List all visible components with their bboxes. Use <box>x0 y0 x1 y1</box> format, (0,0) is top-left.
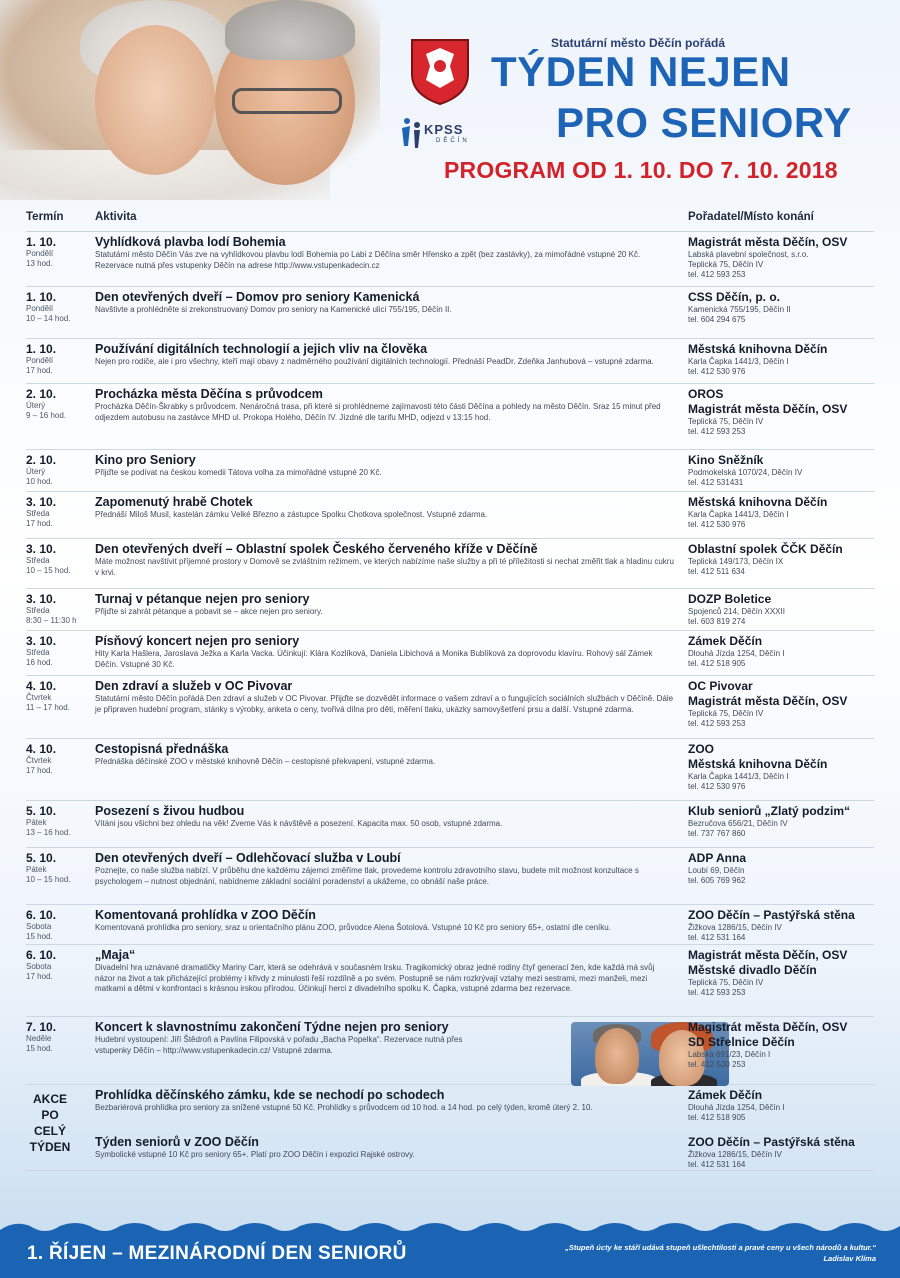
organizer-line: Statutární město Děčín pořádá <box>551 36 726 50</box>
activity-description: Přijďte si zahrát pétanque a pobavit se – akce nejen pro seniory. <box>95 607 323 616</box>
organizer-name: Klub seniorů „Zlatý podzim“ <box>688 804 851 818</box>
organizer-cell <box>688 453 876 488</box>
seniors-couple-photo <box>0 0 380 200</box>
activity-description: Divadelní hra uznávané dramatičky Mariny Carr, která se odehrává v současném Irsku. Tragikomický obraz jedné rodiny čtyř generací žen, kde každá má svůj názor na život a tak přicházející problémy i křivdy z minulosti řeší rozdílně a po svém. Postupně se nám rozkrývají vztahy mezi sestrami, mezi manželi, mezi matkami a dětmi v konfrontaci s krásnou irskou přírodou. Účinkují herci z divadelního spolku K. Čapka, vstupné zdarma bez rezervace. <box>95 963 655 993</box>
event-time: 10 hod. <box>26 477 53 486</box>
activity-description: Hudební vystoupení: Jiří Štědroň a Pavlína Filipovská v pořadu „Bacha Popelka“. Rezervace nutná přes vstupenky Děčín – http://www.vstupenkadecin.cz/ Vstupné zdarma. <box>95 1035 463 1055</box>
activity-cell <box>95 387 675 423</box>
event-date: 2. 10. <box>26 387 57 401</box>
event-day: Čtvrtek <box>26 693 52 702</box>
header-date: Termín <box>26 211 64 223</box>
organizer-cell <box>688 342 876 377</box>
table-row <box>26 589 874 631</box>
organizer-cell <box>688 387 876 437</box>
activity-title: „Maja“ <box>95 948 136 962</box>
table-row <box>26 945 874 1017</box>
footer-quote-author: Ladislav Klíma <box>823 1254 876 1263</box>
organizer-name: Městská knihovna Děčín <box>688 495 828 509</box>
organizer-name: OC Pivovar <box>688 679 753 693</box>
activity-title: Posezení s živou hudbou <box>95 804 245 818</box>
activity-title: Vyhlídková plavba lodí Bohemia <box>95 235 286 249</box>
activity-cell <box>95 851 675 887</box>
organizer-name: Zámek Děčín <box>688 634 763 648</box>
week-long-events <box>26 1085 874 1171</box>
organizer-name: ZOO Děčín – Pastýřská stěna <box>688 908 855 922</box>
kpss-logo-subtext: DĚČÍN <box>436 138 470 144</box>
activity-description: Přednáší Miloš Musil, kastelán zámku Velké Březno a zástupce Spolku Chotkova společnost. Vstupné zdarma. <box>95 510 488 519</box>
organizer-name: SD Střelnice Děčín <box>688 1035 795 1049</box>
event-day: Neděle <box>26 1034 52 1043</box>
event-date: 5. 10. <box>26 804 57 818</box>
event-time: 13 hod. <box>26 259 53 268</box>
table-row <box>26 450 874 492</box>
organizer-name: Kino Sněžník <box>688 453 764 467</box>
organizer-cell <box>688 235 876 280</box>
activity-cell <box>95 742 675 768</box>
footer-quote-text: „Stupeň úcty ke stáří udává stupeň ušlechtilosti a pravé ceny u všech národů a kultur.“ <box>565 1243 876 1252</box>
activity-cell <box>95 342 675 368</box>
event-day: Sobota <box>26 922 52 931</box>
organizer-cell <box>688 1020 876 1070</box>
organizer-cell <box>688 542 876 577</box>
event-time: 15 hod. <box>26 932 53 941</box>
activity-description: Statutární město Děčín Vás zve na vyhlídkovou plavbu lodí Bohemia po Labi z Děčína směr Hřensko a zpět (bez zastávky), za mimořádné vstupné 20 Kč. Rezervace nutná přes vstupenky Děčín na adrese http://www.vstupenkadecin.cz <box>95 250 641 270</box>
activity-title: Zapomenutý hrabě Chotek <box>95 495 253 509</box>
organizer-contact: Karla Čapka 1441/3, Děčín I tel. 412 530 976 <box>688 510 789 529</box>
organizer-cell <box>688 742 876 792</box>
organizer-contact: Karla Čapka 1441/3, Děčín I tel. 412 530 976 <box>688 357 789 376</box>
organizer-contact: Dlouhá Jízda 1254, Děčín I tel. 412 518 905 <box>688 649 785 668</box>
organizer-cell <box>688 592 876 627</box>
organizer-name: ZOO <box>688 742 714 756</box>
table-row <box>26 384 874 450</box>
date-cell <box>26 387 92 421</box>
table-header <box>26 202 874 232</box>
organizer-name: DOZP Boletice <box>688 592 772 606</box>
activity-description: Vítáni jsou všichni bez ohledu na věk! Zveme Vás k návštěvě a posezení. Kapacita max. 50 osob, vstupné zdarma. <box>95 819 503 828</box>
kpss-logo-icon <box>398 116 424 150</box>
event-date: 1. 10. <box>26 290 57 304</box>
activity-cell <box>95 804 675 830</box>
event-day: Středa <box>26 648 50 657</box>
activity-title: Používání digitálních technologií a jejich vliv na člověka <box>95 342 428 356</box>
event-day: Pondělí <box>26 304 54 313</box>
organizer-cell <box>688 908 876 943</box>
organizer-contact: Žižkova 1286/15, Děčín IV tel. 412 531 164 <box>688 923 782 942</box>
event-day: Pondělí <box>26 356 54 365</box>
organizer-name: Zámek Děčín <box>688 1088 763 1102</box>
activity-cell <box>95 453 675 479</box>
event-time: 15 hod. <box>26 1044 53 1053</box>
organizer-contact: Karla Čapka 1441/3, Děčín I tel. 412 530 976 <box>688 772 789 791</box>
activity-cell <box>95 679 675 715</box>
organizer-name: ZOO Děčín – Pastýřská stěna <box>688 1135 855 1149</box>
event-day: Sobota <box>26 962 52 971</box>
event-date: 2. 10. <box>26 453 57 467</box>
activity-title: Cestopisná přednáška <box>95 742 229 756</box>
date-cell <box>26 804 92 838</box>
program-table <box>26 202 874 1171</box>
organizer-name: Městská knihovna Děčín <box>688 342 828 356</box>
city-coat-of-arms-icon <box>408 36 472 106</box>
activity-cell <box>95 1020 675 1056</box>
event-time: 10 – 15 hod. <box>26 875 71 884</box>
activity-cell <box>95 1135 675 1161</box>
activity-title: Komentovaná prohlídka v ZOO Děčín <box>95 908 316 922</box>
activity-description: Máte možnost navštívit příjemné prostory v Domově se zvláštním režimem, ve kterých nabízíme naše služby a při té příležitosti si nechat změřit tlak a hladinu cukru v krvi. <box>95 557 674 577</box>
week-long-label: AKCE PO CELÝ TÝDEN <box>29 1092 71 1154</box>
activity-description: Symbolické vstupné 10 Kč pro seniory 65+. Platí pro ZOO Děčín i expozici Rajské ostrovy. <box>95 1150 415 1159</box>
page-title-line2: PRO SENIORY <box>556 99 852 146</box>
date-cell <box>26 742 92 776</box>
event-day: Pondělí <box>26 249 54 258</box>
event-date: 1. 10. <box>26 342 57 356</box>
activity-description: Navštivte a prohlédněte si zrekonstruovaný Domov pro seniory na Kamenické ulici 755/195, Děčín II. <box>95 305 452 314</box>
organizer-name: Magistrát města Děčín, OSV <box>688 694 848 708</box>
activity-description: Procházka Děčín-Škrabky s průvodcem. Nenáročná trasa, při které si prohlédneme zajímavosti této části Děčína a pohledy na město Děčín. Sraz 15 minut před odjezdem autobusu na zastávce MHD ul. Prokopa Holého, Děčín IV. Jízdné dle tarifu MHD, odjezd v 13:15 hod. <box>95 402 661 422</box>
activity-description: Komentovaná prohlídka pro seniory, sraz u orientačního plánu ZOO, průvodce Alena Šotolová. Vstupné 10 Kč pro seniory 65+, ostatní dle ceníku. <box>95 923 611 932</box>
organizer-name: Městské divadlo Děčín <box>688 963 817 977</box>
organizer-contact: Labská 691/23, Děčín I tel. 412 530 253 <box>688 1050 771 1069</box>
table-row <box>26 1017 874 1085</box>
event-date: 3. 10. <box>26 634 57 648</box>
organizer-contact: Labská plavební společnost, s.r.o. Teplická 75, Děčín IV tel. 412 593 253 <box>688 250 809 279</box>
organizer-name: Městská knihovna Děčín <box>688 757 828 771</box>
organizer-contact: Žižkova 1286/15, Děčín IV tel. 412 531 164 <box>688 1150 782 1169</box>
activity-title: Prohlídka děčínského zámku, kde se nechodí po schodech <box>95 1088 445 1102</box>
table-row <box>26 905 874 945</box>
activity-title: Koncert k slavnostnímu zakončení Týdne nejen pro seniory <box>95 1020 449 1034</box>
event-date: 3. 10. <box>26 542 57 556</box>
date-cell <box>26 1020 92 1054</box>
date-cell <box>26 495 92 529</box>
activity-title: Týden seniorů v ZOO Děčín <box>95 1135 259 1149</box>
activity-title: Den otevřených dveří – Domov pro seniory Kamenická <box>95 290 420 304</box>
activity-description: Nejen pro rodiče, ale i pro všechny, kteří mají obavy z nadměrného používání digitálních technologií. Přednáší PeadDr. Zdeňka Janhubová – vstupné zdarma. <box>95 357 654 366</box>
activity-cell <box>95 495 675 521</box>
table-row <box>26 676 874 739</box>
activity-title: Turnaj v pétanque nejen pro seniory <box>95 592 310 606</box>
date-cell <box>26 592 92 626</box>
activity-description: Přednáška děčínské ZOO v městské knihovně Děčín – cestopisné překvapení, vstupné zdarma. <box>95 757 436 766</box>
date-cell <box>26 342 92 376</box>
activity-cell <box>95 908 675 934</box>
event-day: Pátek <box>26 865 47 874</box>
event-date: 6. 10. <box>26 948 57 962</box>
event-date: 3. 10. <box>26 592 57 606</box>
date-cell <box>26 679 92 713</box>
event-time: 16 hod. <box>26 658 53 667</box>
organizer-contact: Spojenců 214, Děčín XXXII tel. 603 819 274 <box>688 607 785 626</box>
table-row <box>26 287 874 339</box>
activity-cell <box>95 592 675 618</box>
date-cell <box>26 908 92 942</box>
header-organizer: Pořadatel/Místo konání <box>688 211 814 223</box>
event-day: Středa <box>26 556 50 565</box>
organizer-cell <box>688 290 876 325</box>
footer-quote <box>460 1242 876 1264</box>
date-cell <box>26 542 92 576</box>
organizer-cell <box>688 1088 876 1123</box>
event-time: 17 hod. <box>26 366 53 375</box>
organizer-cell <box>688 634 876 669</box>
date-cell <box>26 851 92 885</box>
program-dates: PROGRAM OD 1. 10. DO 7. 10. 2018 <box>444 157 838 183</box>
date-cell <box>26 290 92 324</box>
activity-cell <box>95 235 675 271</box>
event-time: 10 – 15 hod. <box>26 566 71 575</box>
activity-description: Poznejte, co naše služba nabízí. V průběhu dne každému zájemci změříme tlak, provedeme kontrolu zdravotního stavu, budete mít možnost konzultace s psychologem – nutnost objednání, nabídneme základní sociální poradenství a ukážeme, co obnáší naše práce. <box>95 866 639 886</box>
organizer-contact: Kamenická 755/195, Děčín II tel. 604 294 675 <box>688 305 791 324</box>
organizer-contact: Bezručova 656/21, Děčín IV tel. 737 767 860 <box>688 819 788 838</box>
activity-cell <box>95 634 675 670</box>
organizer-cell <box>688 1135 876 1170</box>
organizer-contact: Podmokelská 1070/24, Děčín IV tel. 412 531431 <box>688 468 803 487</box>
event-date: 1. 10. <box>26 235 57 249</box>
activity-title: Kino pro Seniory <box>95 453 196 467</box>
organizer-name: Oblastní spolek ČČK Děčín <box>688 542 843 556</box>
header-activity: Aktivita <box>95 211 137 223</box>
event-day: Čtvrtek <box>26 756 52 765</box>
date-cell <box>26 235 92 269</box>
table-row <box>26 232 874 287</box>
footer-headline: 1. ŘÍJEN – MEZINÁRODNÍ DEN SENIORŮ <box>27 1243 407 1264</box>
table-row <box>26 631 874 676</box>
table-row <box>26 848 874 905</box>
event-time: 11 – 17 hod. <box>26 703 70 712</box>
event-date: 7. 10. <box>26 1020 57 1034</box>
activity-cell <box>95 542 675 578</box>
event-time: 10 – 14 hod. <box>26 314 71 323</box>
date-cell <box>26 948 92 982</box>
activity-description: Přijďte se podívat na českou komedii Tátova volha za mimořádné vstupné 20 Kč. <box>95 468 382 477</box>
event-date: 4. 10. <box>26 742 57 756</box>
table-row <box>26 339 874 384</box>
activity-cell <box>95 290 675 316</box>
organizer-name: OROS <box>688 387 724 401</box>
organizer-contact: Teplická 75, Děčín IV tel. 412 593 253 <box>688 417 764 436</box>
organizer-name: CSS Děčín, p. o. <box>688 290 781 304</box>
activity-description: Hity Karla Hašlera, Jaroslava Ježka a Karla Vacka. Účinkují: Klára Kozlíková, Daniela Libichová a Monika Bublíková za doprovodu klavíru. Rohový sál Zámek Děčín. Vstupné 30 Kč. <box>95 649 653 669</box>
activity-title: Procházka města Děčína s průvodcem <box>95 387 323 401</box>
organizer-name: ADP Anna <box>688 851 747 865</box>
organizer-name: Magistrát města Děčín, OSV <box>688 1020 848 1034</box>
event-time: 17 hod. <box>26 766 53 775</box>
organizer-name: Magistrát města Děčín, OSV <box>688 948 848 962</box>
event-time: 13 – 16 hod. <box>26 828 71 837</box>
event-date: 6. 10. <box>26 908 57 922</box>
event-date: 5. 10. <box>26 851 57 865</box>
organizer-cell <box>688 804 876 839</box>
organizer-cell <box>688 851 876 886</box>
organizer-name: Magistrát města Děčín, OSV <box>688 235 848 249</box>
table-row <box>26 492 874 539</box>
activity-description: Bezbariérová prohlídka pro seniory za snížené vstupné 50 Kč. Prohlídky s průvodcem od 10 hod. a 14 hod. po celý týden, kromě úterý 2. 10. <box>95 1103 593 1112</box>
date-cell <box>26 634 92 668</box>
event-day: Středa <box>26 606 50 615</box>
event-time: 9 – 16 hod. <box>26 411 67 420</box>
activity-title: Den zdraví a služeb v OC Pivovar <box>95 679 293 693</box>
date-cell <box>26 453 92 487</box>
event-day: Pátek <box>26 818 47 827</box>
activity-title: Den otevřených dveří – Oblastní spolek Českého červeného kříže v Děčíně <box>95 542 538 556</box>
organizer-name: Magistrát města Děčín, OSV <box>688 402 848 416</box>
event-day: Úterý <box>26 467 46 476</box>
event-date: 3. 10. <box>26 495 57 509</box>
organizer-cell <box>688 679 876 729</box>
activity-title: Písňový koncert nejen pro seniory <box>95 634 300 648</box>
page-title-line1: TÝDEN NEJEN <box>491 48 791 95</box>
table-row <box>26 801 874 848</box>
organizer-contact: Teplická 75, Děčín IV tel. 412 593 253 <box>688 709 764 728</box>
organizer-cell <box>688 495 876 530</box>
activity-cell <box>95 1088 675 1114</box>
organizer-contact: Teplická 75, Děčín IV tel. 412 593 253 <box>688 978 764 997</box>
event-time: 17 hod. <box>26 519 53 528</box>
table-row <box>26 539 874 589</box>
event-day: Středa <box>26 509 50 518</box>
table-row <box>26 739 874 801</box>
activity-title: Den otevřených dveří – Odlehčovací služba v Loubí <box>95 851 401 865</box>
organizer-contact: Loubí 69, Děčín tel. 605 769 962 <box>688 866 746 885</box>
event-date: 4. 10. <box>26 679 57 693</box>
activity-cell <box>95 948 675 995</box>
organizer-contact: Teplická 149/173, Děčín IX tel. 412 511 634 <box>688 557 784 576</box>
kpss-logo-text: KPSS <box>424 122 464 137</box>
event-time: 8:30 – 11:30 h <box>26 616 77 625</box>
event-time: 17 hod. <box>26 972 53 981</box>
organizer-cell <box>688 948 876 998</box>
activity-description: Statutární město Děčín pořádá Den zdraví a služeb v OC Pivovar. Přijďte se dozvědět informace o vašem zdraví a o fungujících sociálních službách v Děčíně. Dále je připraven hudební program, stánky s výrobky, anketa o ceny, tvořivá dílna pro děti, měření tlaku, ukázky samovyšetření prsu a další. Vstupné zdarma. <box>95 694 674 714</box>
organizer-contact: Dlouhá Jízda 1254, Děčín I tel. 412 518 905 <box>688 1103 785 1122</box>
event-day: Úterý <box>26 401 46 410</box>
